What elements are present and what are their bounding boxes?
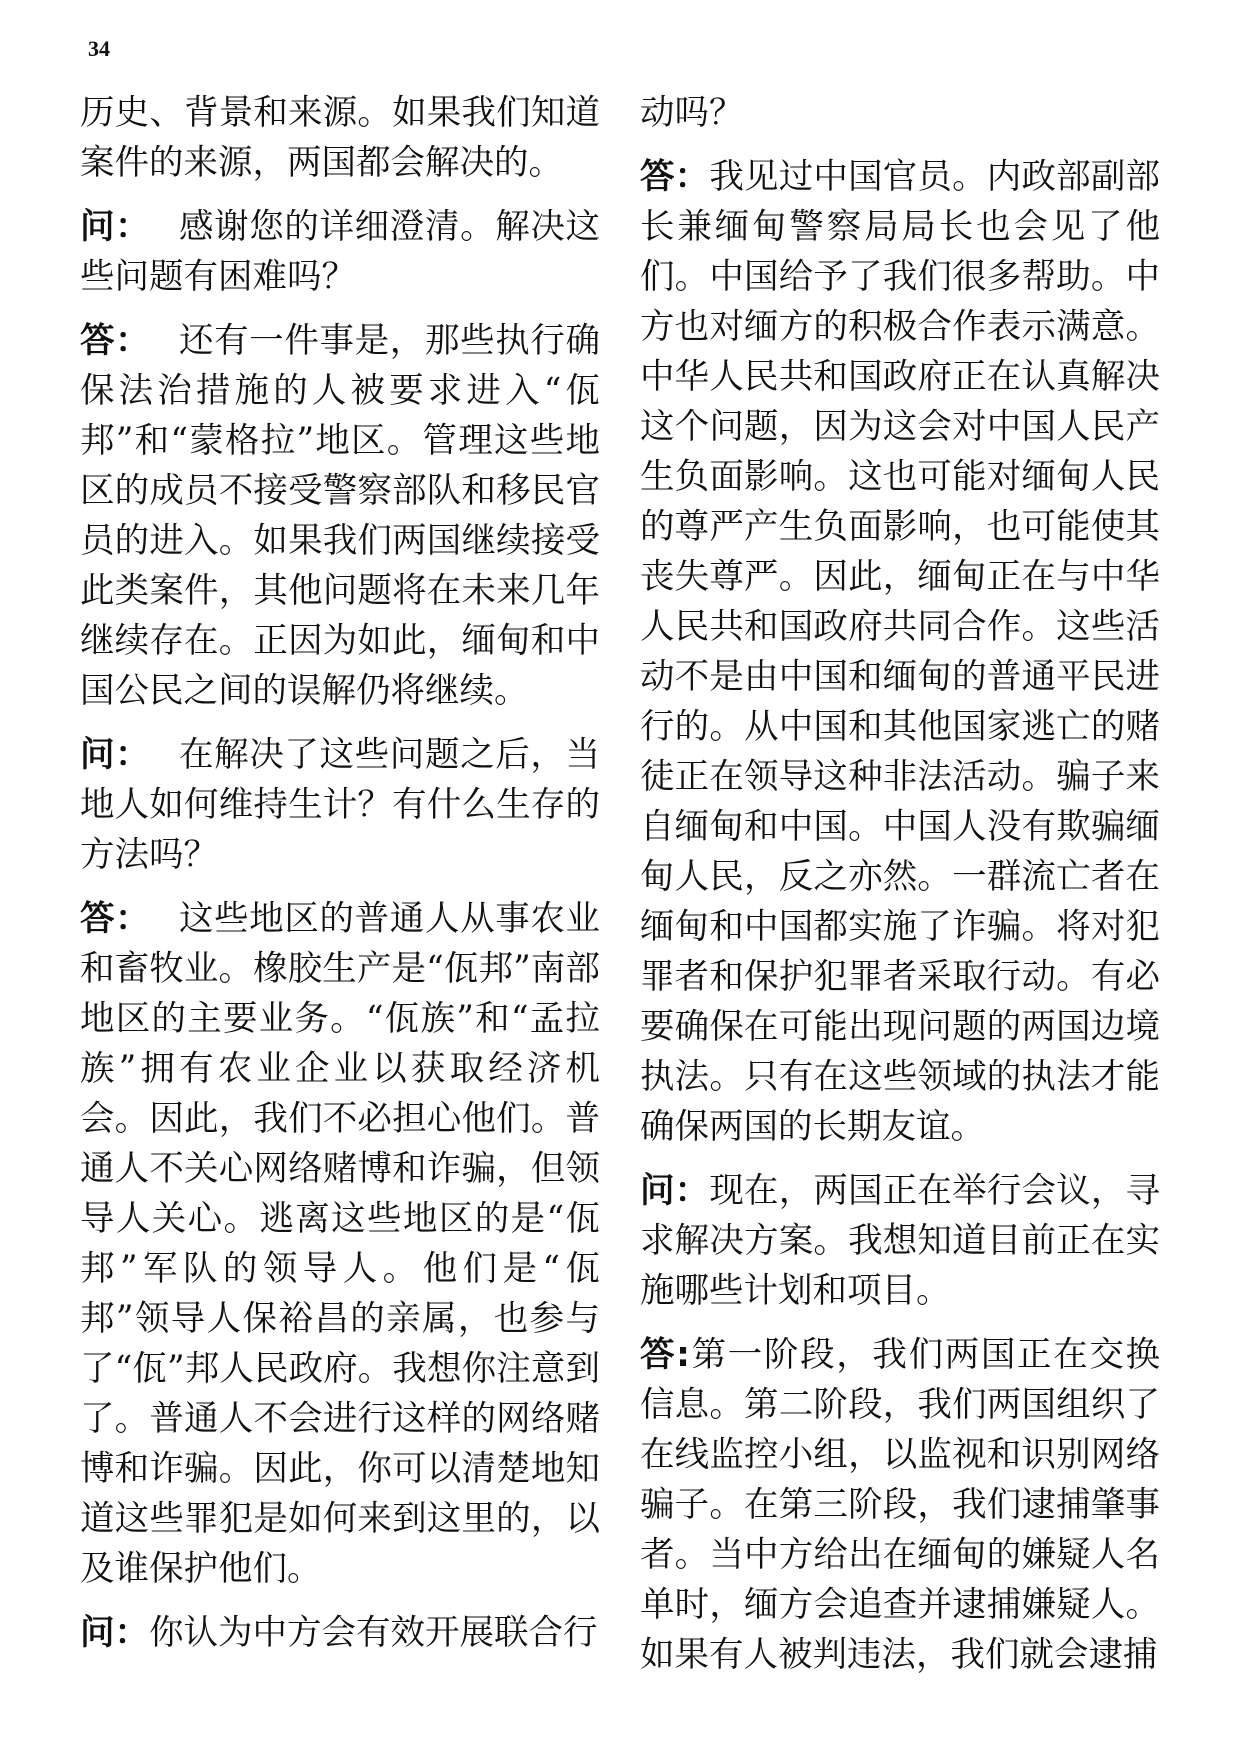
- question-label: 问：: [80, 1613, 149, 1653]
- question-text: 现在，两国正在举行会议，寻求解决方案。我想知道目前正在实施哪些计划和项目。: [640, 1171, 1161, 1311]
- question-text: 感谢您的详细澄清。解决这些问题有困难吗？: [80, 207, 601, 297]
- question-text: 在解决了这些问题之后，当地人如何维持生计？有什么生存的方法吗？: [80, 735, 601, 875]
- answer-paragraph: [640, 152, 1160, 1152]
- answer-label: 答:: [640, 1335, 690, 1375]
- question-paragraph: [80, 730, 600, 880]
- paragraph: [640, 88, 1160, 138]
- answer-text: 我见过中国官员。内政部副部长兼缅甸警察局局长也会见了他们。中国给予了我们很多帮助。中方也对缅方的积极合作表示满意。中华人民共和国政府正在认真解决这个问题，因为这会对中国人民产生负面影响。这也可能对缅甸人民的尊严产生负面影响，也可能使其丧失尊严。因此，缅甸正在与中华人民共和国政府共同合作。这些活动不是由中国和缅甸的普通平民进行的。从中国和其他国家逃亡的赌徒正在领导这种非法活动。骗子来自缅甸和中国。中国人没有欺骗缅甸人民，反之亦然。一群流亡者在缅甸和中国都实施了诈骗。将对犯罪者和保护犯罪者采取行动。有必要确保在可能出现问题的两国边境执法。只有在这些领域的执法才能确保两国的长期友谊。: [640, 157, 1161, 1147]
- paragraph-text: 动吗？: [640, 93, 744, 133]
- answer-text: 第一阶段，我们两国正在交换信息。第二阶段，我们两国组织了在线监控小组，以监视和识别网络骗子。在第三阶段，我们逮捕肇事者。当中方给出在缅甸的嫌疑人名单时，缅方会追查并逮捕嫌疑人。如果有人被判违法，我们就会逮捕: [640, 1335, 1161, 1675]
- answer-text: 这些地区的普通人从事农业和畜牧业。橡胶生产是“佤邦”南部地区的主要业务。“佤族”和“孟拉族”拥有农业企业以获取经济机会。因此，我们不必担心他们。普通人不关心网络赌博和诈骗，但领导人关心。逃离这些地区的是“佤邦”军队的领导人。他们是“佤邦”领导人保裕昌的亲属，也参与了“佤”邦人民政府。我想你注意到了。普通人不会进行这样的网络赌博和诈骗。因此，你可以清楚地知道这些罪犯是如何来到这里的，以及谁保护他们。: [80, 899, 601, 1589]
- answer-label: 答：: [80, 899, 151, 939]
- paragraph-text: 历史、背景和来源。如果我们知道案件的来源，两国都会解决的。: [80, 93, 600, 183]
- answer-label: 答：: [640, 157, 710, 197]
- answer-paragraph: [80, 316, 600, 716]
- question-label: 问：: [80, 735, 151, 775]
- answer-label: 答：: [80, 321, 151, 361]
- left-column: [80, 88, 600, 1672]
- answer-paragraph: [80, 894, 600, 1594]
- question-paragraph: [80, 1608, 600, 1658]
- question-paragraph: [80, 202, 600, 302]
- paragraph: [80, 88, 600, 188]
- page-number: 34: [88, 36, 110, 61]
- question-label: 问：: [80, 207, 151, 247]
- question-label: 问：: [640, 1171, 710, 1211]
- answer-text: 还有一件事是，那些执行确保法治措施的人被要求进入“佤邦”和“蒙格拉”地区。管理这些地区的成员不接受警察部队和移民官员的进入。如果我们两国继续接受此类案件，其他问题将在未来几年继续存在。正因为如此，缅甸和中国公民之间的误解仍将继续。: [80, 321, 601, 711]
- right-column: [640, 88, 1160, 1694]
- question-text: 你认为中方会有效开展联合行: [149, 1613, 598, 1653]
- answer-paragraph: [640, 1330, 1160, 1680]
- question-paragraph: [640, 1166, 1160, 1316]
